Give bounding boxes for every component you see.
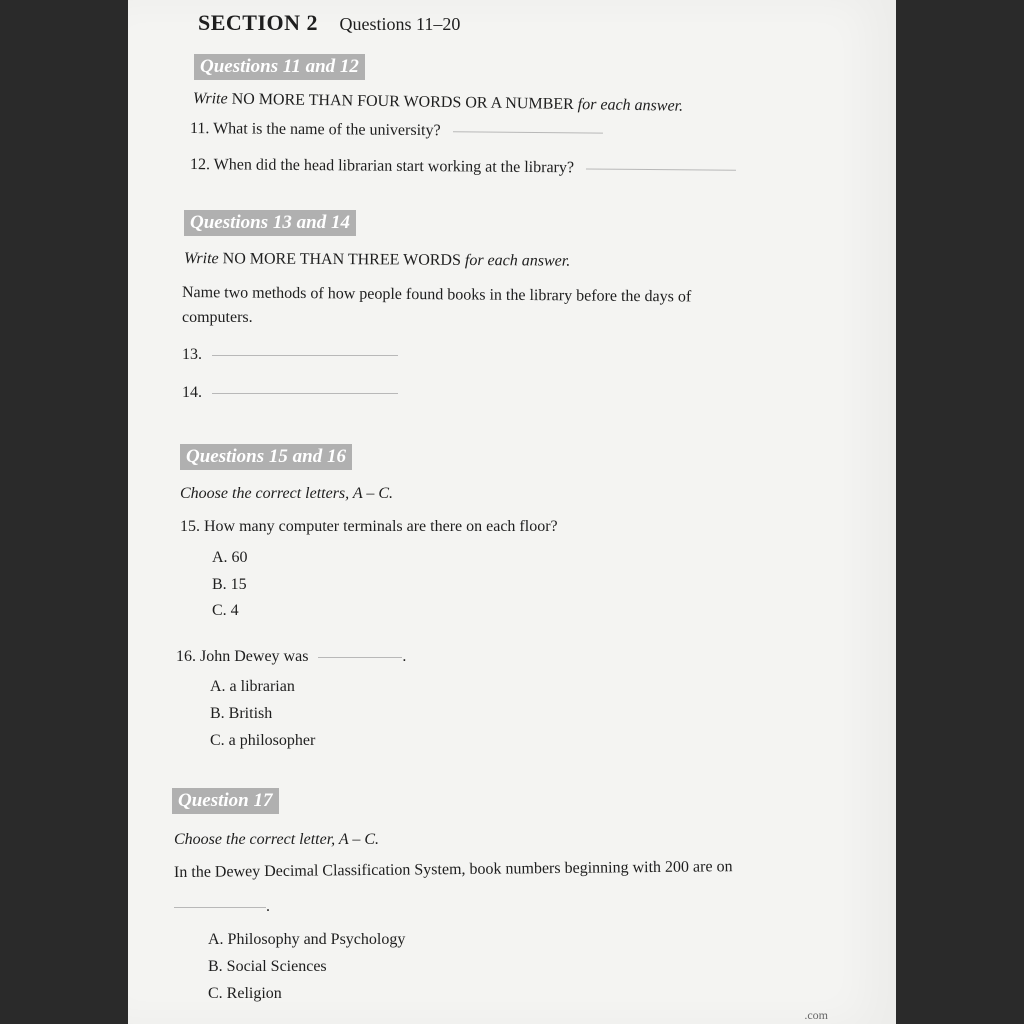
question-16-period: . xyxy=(402,648,407,665)
instruction-caps: NO MORE THAN THREE WORDS xyxy=(222,250,461,269)
question-12-text: 12. When did the head librarian start working at the library? xyxy=(189,156,575,177)
instruction-suffix: for each answer. xyxy=(577,96,684,115)
q17-option-a[interactable]: A. Philosophy and Psychology xyxy=(208,931,406,948)
footer-url-fragment: .com xyxy=(804,1008,828,1022)
question-13-number: 13. xyxy=(182,346,202,363)
instruction-prefix: Write xyxy=(192,90,228,108)
banner-questions-15-16: Questions 15 and 16 xyxy=(180,444,352,470)
question-16-text: 16. John Dewey was xyxy=(176,648,309,665)
answer-blank-11[interactable] xyxy=(453,131,603,134)
question-15: 15. How many computer terminals are there on each floor? xyxy=(180,518,558,535)
question-13 xyxy=(182,346,398,364)
question-16 xyxy=(176,648,406,666)
prompt-17-line2 xyxy=(174,898,270,916)
q15-option-a[interactable]: A. 60 xyxy=(212,549,248,566)
prompt-17-period: . xyxy=(266,898,270,915)
q15-option-c[interactable]: C. 4 xyxy=(212,602,239,619)
answer-blank-17[interactable] xyxy=(174,906,266,908)
prompt-13-14-line1: Name two methods of how people found books in the library before the days of xyxy=(181,284,692,306)
answer-blank-16[interactable] xyxy=(318,656,402,658)
instruction-13-14 xyxy=(184,250,570,271)
question-11 xyxy=(190,120,603,142)
q16-option-c[interactable]: C. a philosopher xyxy=(210,732,316,749)
q16-option-b[interactable]: B. British xyxy=(210,705,273,722)
prompt-17-line1: In the Dewey Decimal Classification System, book numbers beginning with 200 are on xyxy=(173,858,733,881)
section-title xyxy=(198,10,460,36)
section-range: Questions 11–20 xyxy=(339,14,461,34)
q16-option-a[interactable]: A. a librarian xyxy=(210,678,295,695)
instruction-text: Choose the correct letters, A – C. xyxy=(180,485,394,502)
banner-questions-11-12: Questions 11 and 12 xyxy=(194,54,365,80)
section-label: SECTION 2 xyxy=(198,10,319,35)
prompt-13-14-line2: computers. xyxy=(182,309,253,326)
q17-option-c[interactable]: C. Religion xyxy=(208,985,282,1002)
instruction-text: Choose the correct letter, A – C. xyxy=(174,831,380,848)
question-14-number: 14. xyxy=(182,384,202,401)
instruction-11-12 xyxy=(193,90,683,116)
q17-option-b[interactable]: B. Social Sciences xyxy=(208,958,327,975)
answer-blank-13[interactable] xyxy=(212,354,398,356)
banner-questions-13-14: Questions 13 and 14 xyxy=(184,210,356,236)
banner-question-17: Question 17 xyxy=(172,788,279,814)
instruction-prefix: Write xyxy=(183,250,219,268)
answer-blank-12[interactable] xyxy=(586,168,736,171)
answer-blank-14[interactable] xyxy=(212,392,398,394)
question-12 xyxy=(190,156,736,179)
instruction-suffix: for each answer. xyxy=(464,251,571,270)
question-11-text: 11. What is the name of the university? xyxy=(189,120,441,140)
q15-option-b[interactable]: B. 15 xyxy=(212,576,247,593)
instruction-17 xyxy=(174,831,379,849)
instruction-15-16 xyxy=(180,485,393,503)
instruction-caps: NO MORE THAN FOUR WORDS OR A NUMBER xyxy=(231,90,574,113)
book-page xyxy=(128,0,896,1024)
question-14 xyxy=(182,384,398,402)
